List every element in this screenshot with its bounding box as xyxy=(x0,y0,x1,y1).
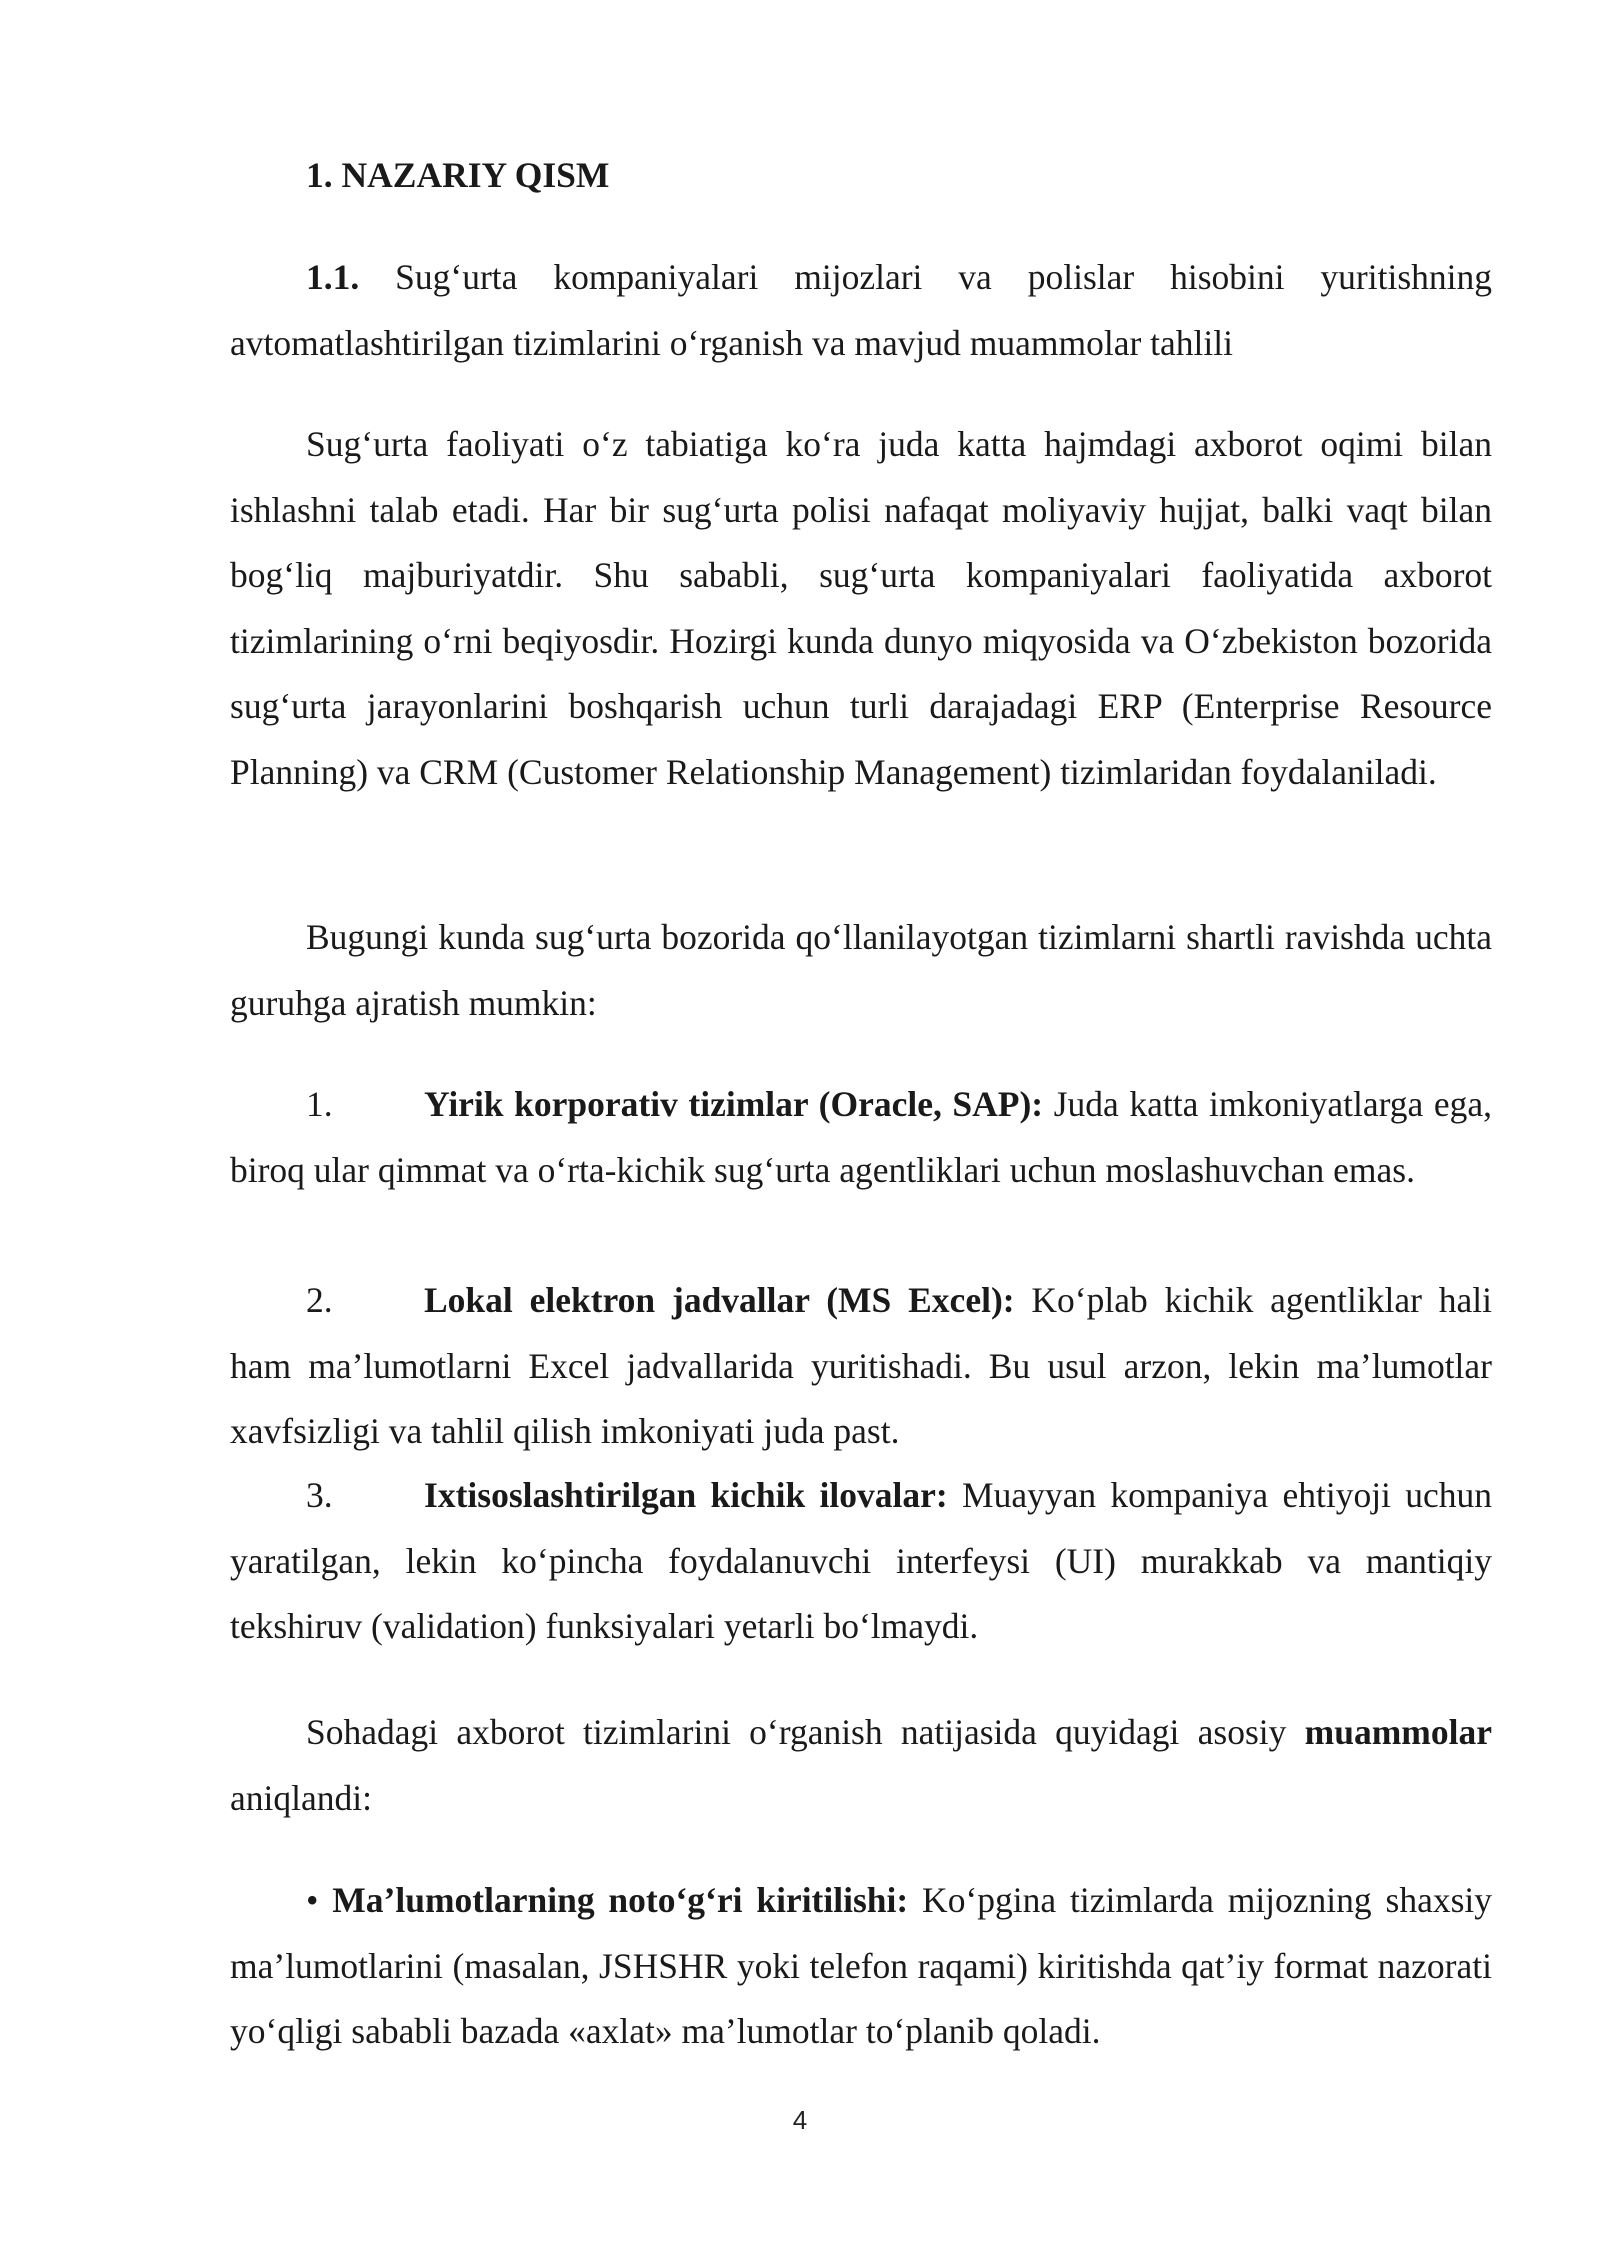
list-item-title: Ixtisoslashtirilgan kichik ilovalar: xyxy=(424,1475,948,1515)
list-item-3 xyxy=(230,1463,1492,1660)
document-page xyxy=(230,0,1492,2262)
list-item-title: Lokal elektron jadvallar (MS Excel): xyxy=(424,1280,1015,1320)
subsection-title: Sug‘urta kompaniyalari mijozlari va polislar hisobini yuritishning avtomatlashtirilgan tizimlarini o‘rganish va mavjud muammolar tahlili xyxy=(230,257,1493,363)
paragraph-intro: Sug‘urta faoliyati o‘z tabiatiga ko‘ra juda katta hajmdagi axborot oqimi bilan ishlashni talab etadi. Har bir sug‘urta polisi nafaqat moliyaviy hujjat, balki vaqt bilan bog‘liq majburiyatdir. Shu sababli, sug‘urta kompaniyalari faoliyatida axborot tizimlarining o‘rni beqiyosdir. Hozirgi kunda dunyo miqyosida va O‘zbekiston bozorida sug‘urta jarayonlarini boshqarish uchun turli darajadagi ERP (Enterprise Resource Planning) va CRM (Customer Relationship Management) tizimlaridan foydalaniladi. xyxy=(230,424,1492,792)
list-item-1 xyxy=(230,1072,1492,1203)
list-item-text: Ko‘plab kichik agentliklar hali ham ma’lumotlarni Excel jadvallarida yuritishadi. Bu usul arzon, lekin ma’lumotlar xavfsizligi va tahlil qilish imkoniyati juda past. xyxy=(230,1280,1493,1451)
list-item-text: Juda katta imkoniyatlarga ega, biroq ular qimmat va o‘rta-kichik sug‘urta agentliklari uchun moslashuvchan emas. xyxy=(230,1084,1492,1190)
bullet-text: Ko‘pgina tizimlarda mijozning shaxsiy ma’lumotlarini (masalan, JSHSHR yoki telefon raqami) kiritishda qat’iy format nazorati yo‘qligi sababli bazada «axlat» ma’lumotlar to‘planib qoladi. xyxy=(230,1880,1493,2051)
bullet-title: Ma’lumotlarning noto‘g‘ri kiritilishi: xyxy=(332,1880,909,1920)
subsection-number: 1.1. xyxy=(306,257,360,297)
page-number: 4 xyxy=(792,2105,808,2135)
paragraph-problems xyxy=(230,1700,1492,1831)
problems-after-text: aniqlandi: xyxy=(230,1777,372,1818)
list-item-text: Muayyan kompaniya ehtiyoji uchun yaratilgan, lekin ko‘pincha foydalanuvchi interfeysi (UI) murakkab va mantiqiy tekshiruv (validation) funksiyalari yetarli bo‘lmaydi. xyxy=(230,1475,1492,1646)
bullet-item xyxy=(230,1868,1492,2065)
list-number: 3. xyxy=(306,1475,333,1515)
subsection-heading xyxy=(230,245,1492,376)
paragraph-groups: Bugungi kunda sug‘urta bozorida qo‘llanilayotgan tizimlarni shartli ravishda uchta guruhga ajratish mumkin: xyxy=(230,917,1492,1023)
list-number: 1. xyxy=(306,1084,333,1124)
list-item-2 xyxy=(230,1268,1492,1465)
list-number: 2. xyxy=(306,1280,333,1320)
problems-intro-text: Sohadagi axborot tizimlarini o‘rganish natijasida quyidagi asosiy xyxy=(306,1712,1305,1752)
section-heading: 1. NAZARIY QISM xyxy=(306,155,610,195)
problems-keyword: muammolar xyxy=(1304,1712,1492,1752)
list-item-title: Yirik korporativ tizimlar (Oracle, SAP): xyxy=(424,1084,1044,1124)
bullet-icon: • xyxy=(306,1880,319,1920)
